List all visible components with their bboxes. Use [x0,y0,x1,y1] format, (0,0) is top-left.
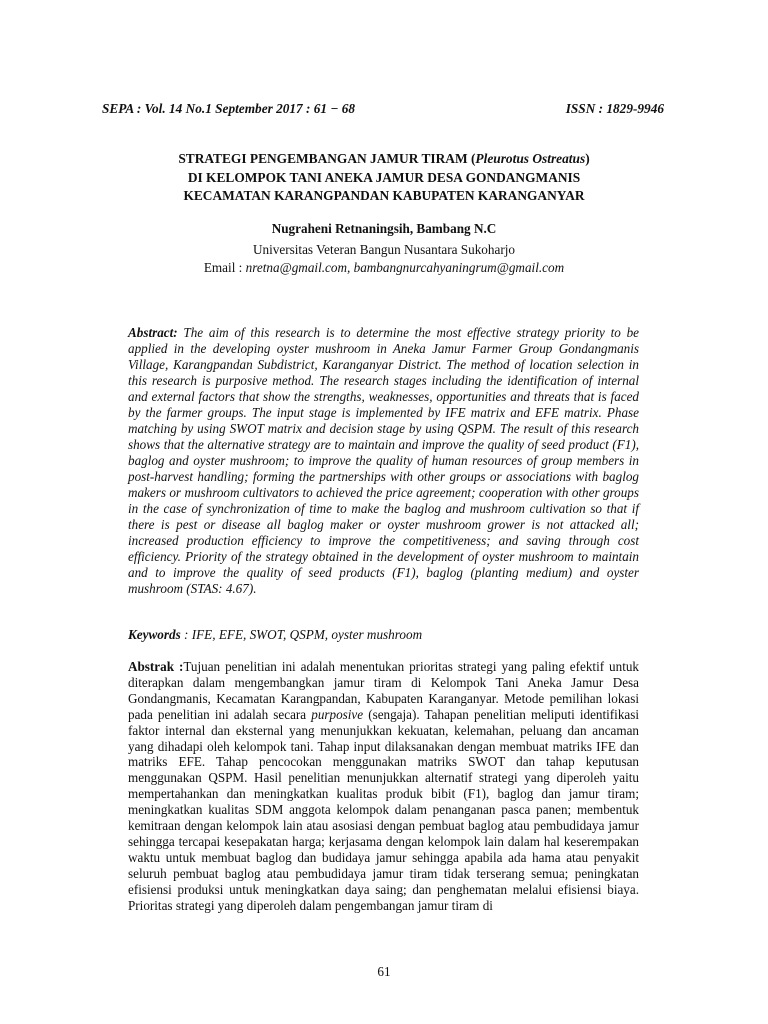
page-number: 61 [377,964,391,979]
authors: Nugraheni Retnaningsih, Bambang N.C [271,221,497,236]
title-species-name: Pleurotus Ostreatus [475,151,586,166]
affiliation: Universitas Veteran Bangun Nusantara Sukoharjo [253,242,515,257]
abstrak-text-2: (sengaja). Tahapan penelitian meliputi identifikasi faktor internal dan eksternal yang menunjukkan kekuatan, kelemahan, peluang dan ancaman yang dihadapi oleh kelompok tani. Tahap input dilaksanakan dengan membuat matriks IFE dan matriks EFE. Tahap pencocokan menggunakan matriks SWOT dan tahap keputusan menggunakan QSPM. Hasil penelitian menunjukkan alternatif strategi yang diperoleh yaitu mempertahankan dan meningkatkan kualitas produk bibit (F1), baglog dan jamur tiram; meningkatkan kualitas SDM anggota kelompok dalam penanganan pasca panen; membentuk kemitraan dengan kelompok lain atau asosiasi dengan pembuat baglog atau pembudidaya jamur sehingga tercapai kesepakatan harga; kerjasama dengan kelompok lain dalam hal keserempakan waktu untuk membuat baglog dan budidaya jamur sehingga apabila ada hama atau penyakit seluruh pembuat baglog atau pembudidaya jamur tiram tidak terserang semua; peningkatan efisiensi produksi untuk meningkatkan daya saing; dan penghematan melalui efisiensi biaya. Prioritas strategi yang diperoleh dalam pengembangan jamur tiram di [128,706,639,913]
abstrak-text-1: Tujuan penelitian ini adalah menentukan prioritas strategi yang paling efektif untuk diterapkan dalam mengembangkan jamur tiram di Kelompok Tani Aneka Jamur Desa Gondangmanis, Kecamatan Karangpandan, Kabupaten Karanganyar. Metode pemilihan lokasi pada penelitian ini adalah secara [128,659,639,722]
abstract-indonesian [128,659,639,914]
abstract-english [128,325,639,597]
paper-title [100,150,668,206]
title-line-1-close: ) [585,151,590,166]
issn-label: ISSN : 1829-9946 [565,101,664,116]
abstract-text: The aim of this research is to determine the most effective strategy priority to be applied in the developing oyster mushroom in Aneka Jamur Farmer Group Gondangmanis Village, Karangpandan Subdistrict, Karanganyar District. The method of location selection in this research is purposive method. The research stages including the identification of internal and external factors that show the strengths, weaknesses, opportunities and threats that is faced by the farmer groups. The input stage is implemented by IFE matrix and EFE matrix. Phase matching by using SWOT matrix and decision stage by using QSPM. The result of this research shows that the alternative strategy are to maintain and improve the quality of seed product (F1), baglog and oyster mushroom; to improve the quality of human resources of group members in post-harvest handling; forming the partnerships with other groups or associations with baglog makers or mushroom cultivators to achieved the price agreement; cooperation with other groups in the case of synchronization of time to make the baglog and mushroom cultivation so that if there is pest or disease all baglog maker or oyster mushroom grower is not attacked all; increased production efficiency to improve the competitiveness; and saving through cost efficiency. Priority of the strategy obtained in the development of oyster mushroom to maintain and to improve the quality of seed products (F1), baglog (planting medium) and oyster mushroom (STAS: 4.67). [128,325,639,596]
journal-citation: SEPA : Vol. 14 No.1 September 2017 : 61 − 68 [102,101,356,116]
keywords-label: Keywords [128,627,181,642]
keywords-text: : IFE, EFE, SWOT, QSPM, oyster mushroom [180,627,423,642]
running-header [102,101,664,119]
email-line [100,260,668,276]
abstrak-text-italic: purposive [311,706,364,722]
email-label: Email : [203,260,246,275]
title-line-1 [100,150,668,169]
title-line-3: KECAMATAN KARANGPANDAN KABUPATEN KARANGANYAR [183,188,585,203]
abstrak-label: Abstrak : [128,659,184,674]
title-line-2: DI KELOMPOK TANI ANEKA JAMUR DESA GONDANGMANIS [187,169,581,185]
abstract-label: Abstract: [128,325,178,340]
keywords [128,627,639,643]
email-addresses: nretna@gmail.com, bambangnurcahyaningrum@gmail.com [245,260,565,275]
title-line-1-text: STRATEGI PENGEMBANGAN JAMUR TIRAM ( [178,151,476,166]
